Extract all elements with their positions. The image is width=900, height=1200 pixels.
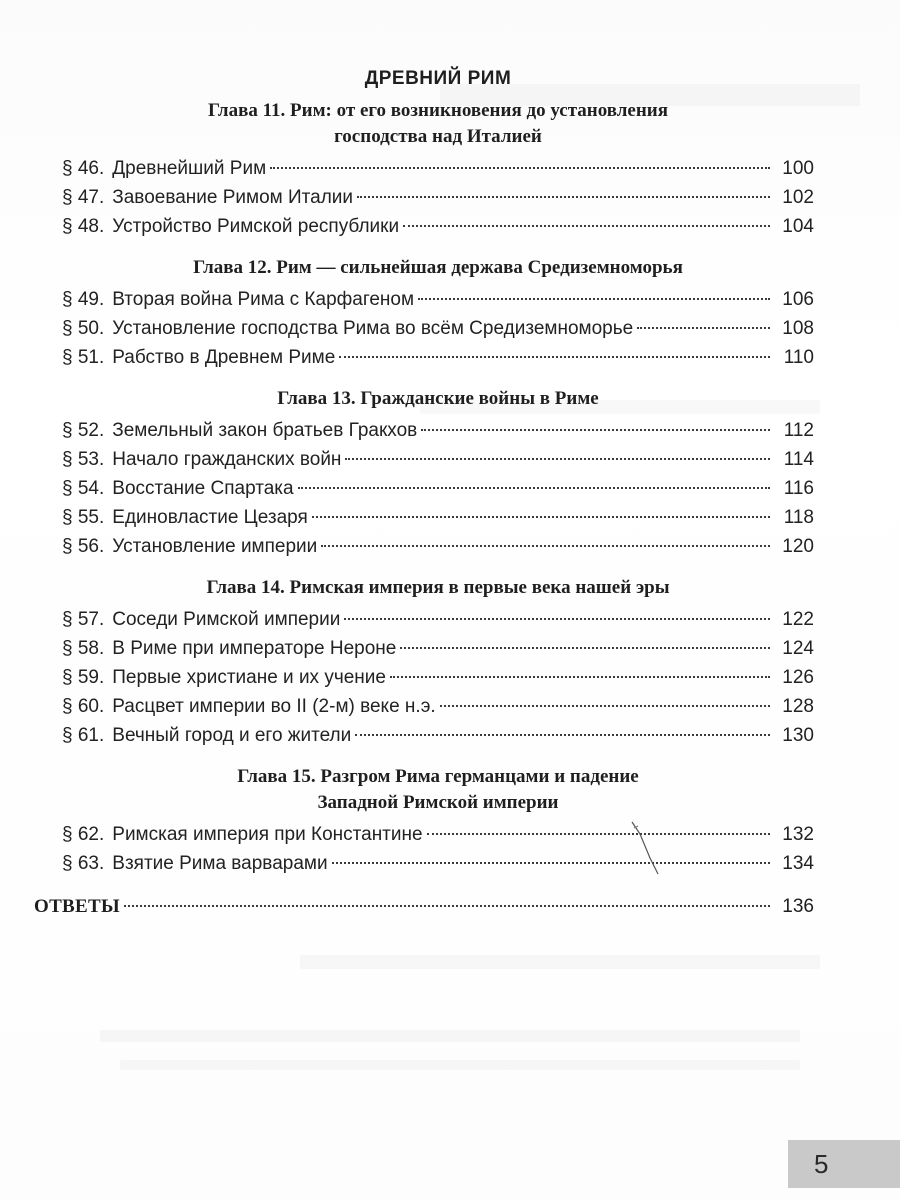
dot-leader — [321, 545, 770, 547]
toc-entry[interactable] — [62, 343, 814, 372]
toc-entry[interactable] — [62, 314, 814, 343]
dot-leader — [418, 298, 770, 300]
entry-page-number: 116 — [783, 478, 814, 499]
dot-leader — [332, 862, 770, 864]
entry-title: Установление империи — [112, 536, 318, 557]
dot-leader — [440, 705, 770, 707]
chapters-list — [62, 98, 814, 878]
entry-title: Завоевание Римом Италии — [112, 187, 354, 208]
toc-entry[interactable] — [62, 663, 814, 692]
chapter-title-line: Западной Римской империи — [317, 792, 559, 813]
toc-entry[interactable] — [62, 445, 814, 474]
dot-leader — [339, 356, 770, 358]
entry-page-number: 120 — [782, 536, 814, 557]
table-of-contents — [34, 68, 814, 922]
chapter-title-line: Глава 13. Гражданские войны в Риме — [277, 388, 599, 409]
toc-entry[interactable] — [62, 416, 814, 445]
chapter-entries — [62, 820, 814, 878]
chapter-title-line: Глава 11. Рим: от его возникновения до установления — [207, 100, 669, 121]
entry-title: Рабство в Древнем Риме — [112, 347, 336, 368]
entry-title: В Риме при императоре Нероне — [112, 638, 397, 659]
toc-entry[interactable] — [62, 849, 814, 878]
chapter-title — [62, 575, 814, 601]
chapter-entries — [62, 285, 814, 372]
entry-title: Земельный закон братьев Гракхов — [112, 420, 418, 441]
chapter-title-line: Глава 14. Римская империя в первые века нашей эры — [206, 577, 670, 598]
toc-entry[interactable] — [62, 532, 814, 561]
page-number: 5 — [814, 1148, 829, 1179]
entry-title: Вечный город и его жители — [112, 725, 352, 746]
show-through-band — [120, 1060, 800, 1070]
paragraph-number: § 61. — [62, 725, 105, 746]
chapter-entries — [62, 416, 814, 561]
entry-page-number: 128 — [782, 696, 814, 717]
entry-title: Единовластие Цезаря — [112, 507, 308, 528]
entry-page-number: 124 — [782, 638, 814, 659]
paragraph-number: § 53. — [62, 449, 105, 470]
entry-title: Устройство Римской республики — [112, 216, 400, 237]
toc-entry[interactable] — [62, 634, 814, 663]
toc-entry[interactable] — [62, 605, 814, 634]
entry-page-number: 114 — [783, 449, 814, 470]
chapter-title — [62, 255, 814, 281]
entry-page-number: 102 — [782, 187, 814, 208]
chapter-title-line: Глава 12. Рим — сильнейшая держава Средиземноморья — [193, 257, 683, 278]
toc-entry[interactable] — [62, 285, 814, 314]
pen-mark — [628, 818, 668, 878]
chapter-title — [62, 386, 814, 412]
toc-entry[interactable] — [62, 721, 814, 750]
entry-title: Установление господства Рима во всём Средиземноморье — [112, 318, 634, 339]
entry-page-number: 126 — [782, 667, 814, 688]
page-number-box — [788, 1140, 900, 1188]
dot-leader — [427, 833, 770, 835]
toc-entry[interactable] — [62, 692, 814, 721]
toc-entry[interactable] — [62, 183, 814, 212]
paragraph-number: § 51. — [62, 347, 105, 368]
dot-leader — [355, 734, 770, 736]
dot-leader — [421, 429, 770, 431]
entry-title: Древнейший Рим — [112, 158, 267, 179]
dot-leader — [124, 905, 770, 907]
paragraph-number: § 49. — [62, 289, 105, 310]
answers-entry[interactable] — [34, 892, 814, 922]
paragraph-number: § 56. — [62, 536, 105, 557]
chapter-title-line: господства над Италией — [334, 126, 542, 147]
chapter-title — [62, 98, 814, 150]
paragraph-number: § 54. — [62, 478, 105, 499]
paragraph-number: § 46. — [62, 158, 105, 179]
entry-page-number: 108 — [782, 318, 814, 339]
chapter-title — [62, 764, 814, 816]
paragraph-number: § 48. — [62, 216, 105, 237]
toc-entry[interactable] — [62, 212, 814, 241]
paragraph-number: § 52. — [62, 420, 105, 441]
section-title: ДРЕВНИЙ РИМ — [364, 68, 512, 89]
answers-label: ОТВЕТЫ — [34, 896, 120, 917]
dot-leader — [637, 327, 770, 329]
chapter-entries — [62, 605, 814, 750]
entry-title: Восстание Спартака — [112, 478, 294, 499]
paragraph-number: § 62. — [62, 824, 105, 845]
paragraph-number: § 47. — [62, 187, 105, 208]
entry-page-number: 100 — [782, 158, 814, 179]
dot-leader — [270, 167, 770, 169]
entry-page-number: 110 — [783, 347, 814, 368]
paragraph-number: § 59. — [62, 667, 105, 688]
toc-entry[interactable] — [62, 820, 814, 849]
chapter-title-line: Глава 15. Разгром Рима германцами и падение — [237, 766, 639, 787]
entry-title: Первые христиане и их учение — [112, 667, 386, 688]
entry-title: Начало гражданских войн — [112, 449, 342, 470]
entry-page-number: 132 — [782, 824, 814, 845]
toc-entry[interactable] — [62, 503, 814, 532]
chapter-entries — [62, 154, 814, 241]
toc-entry[interactable] — [62, 154, 814, 183]
entry-page-number: 106 — [782, 289, 814, 310]
entry-page-number: 122 — [782, 609, 814, 630]
entry-title: Вторая война Рима с Карфагеном — [112, 289, 415, 310]
paragraph-number: § 58. — [62, 638, 105, 659]
dot-leader — [400, 647, 770, 649]
paragraph-number: § 57. — [62, 609, 105, 630]
paragraph-number: § 60. — [62, 696, 105, 717]
dot-leader — [345, 458, 770, 460]
answers-page-number: 136 — [782, 896, 814, 917]
paragraph-number: § 55. — [62, 507, 105, 528]
show-through-band — [100, 1030, 800, 1042]
dot-leader — [357, 196, 770, 198]
entry-title: Соседи Римской империи — [112, 609, 341, 630]
entry-page-number: 118 — [783, 507, 814, 528]
entry-page-number: 112 — [783, 420, 814, 441]
entry-title: Расцвет империи во II (2-м) веке н.э. — [112, 696, 436, 717]
paragraph-number: § 50. — [62, 318, 105, 339]
entry-page-number: 104 — [782, 216, 814, 237]
dot-leader — [403, 225, 770, 227]
entry-title: Римская империя при Константине — [112, 824, 423, 845]
toc-entry[interactable] — [62, 474, 814, 503]
entry-page-number: 134 — [782, 853, 814, 874]
dot-leader — [312, 516, 770, 518]
dot-leader — [298, 487, 770, 489]
paragraph-number: § 63. — [62, 853, 105, 874]
dot-leader — [344, 618, 770, 620]
entry-page-number: 130 — [782, 725, 814, 746]
dot-leader — [390, 676, 770, 678]
show-through-band — [300, 955, 820, 969]
entry-title: Взятие Рима варварами — [112, 853, 328, 874]
